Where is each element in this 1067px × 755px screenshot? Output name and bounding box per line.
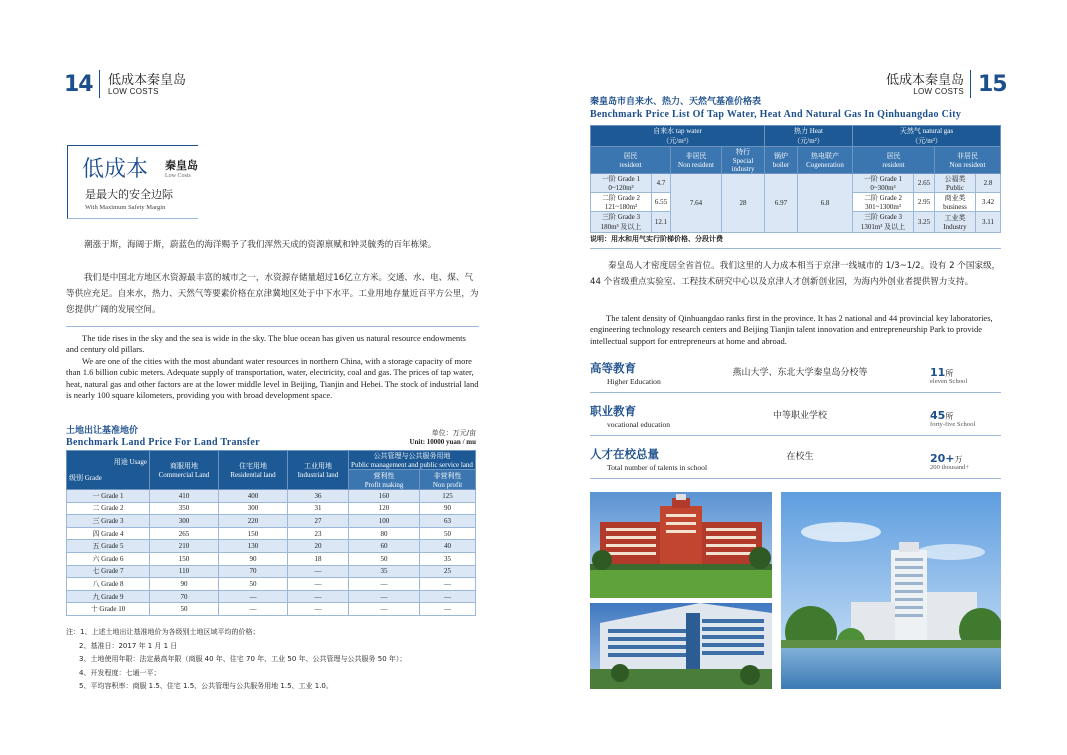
label-cn: 热电联产 xyxy=(811,152,839,160)
edu-category-en: Total number of talents in school xyxy=(607,463,708,472)
header-title-cn: 低成本秦皇岛 xyxy=(885,73,964,88)
heat-cogen-price: 6.8 xyxy=(798,174,853,233)
cell-residential: 50 xyxy=(219,578,288,591)
label-cn: 非居民 xyxy=(685,152,707,160)
header-commercial-cn: 商服用地 xyxy=(170,462,198,470)
water-tier-price: 4.7 xyxy=(652,174,671,193)
cell-commercial: 110 xyxy=(150,565,219,578)
header-water-cn: 自来水 tap water xyxy=(653,127,702,135)
land-table-notes xyxy=(66,626,486,694)
land-table-unit-cn: 单位：万元/亩 xyxy=(431,429,476,437)
cell-nonprofit: — xyxy=(420,603,476,616)
talent-paragraph-cn: 秦皇岛人才密度居全省首位。我们这里的人力成本相当于京津一线城市的 1/3~1/2。设有 2 个国家级，44 个省级重点实验室、工程技术研究中心以及京津人才创新创业园，为海内外创业者提供智力支持。 xyxy=(590,261,1001,287)
header-water-unit: （元/m³） xyxy=(662,137,693,145)
price-table-title-en: Benchmark Price List Of Tap Water, Heat And Natural Gas In Qinhuangdao City xyxy=(590,109,962,120)
label-en: Non resident xyxy=(949,161,986,169)
tier-range: 121~180m³ xyxy=(604,203,638,211)
gas-tier-price: 3.25 xyxy=(914,212,935,233)
cell-profit: 160 xyxy=(349,490,420,503)
cell-grade: 二 Grade 2 xyxy=(67,502,150,515)
water-nonresident-price: 7.64 xyxy=(671,174,722,233)
header-nonprofit-cn: 非营利性 xyxy=(433,471,462,480)
header-public-cn: 公共管理与公共服务用地 xyxy=(373,452,451,460)
campus-photo-red-building xyxy=(590,492,772,598)
label-cn: 非居民 xyxy=(957,152,978,160)
header-gas-nonresident xyxy=(935,147,1001,174)
edu-row-talents xyxy=(590,444,1001,479)
cell-nonprofit: — xyxy=(420,590,476,603)
label-en: Special industry xyxy=(731,157,755,173)
section-subtitle-cn: 是最大的安全边际 xyxy=(85,188,173,201)
tier-label: 一阶 Grade 1 xyxy=(601,175,641,183)
header-profit-cn: 营利性 xyxy=(373,471,395,480)
label-cn: 居民 xyxy=(886,152,901,160)
cell-commercial: 265 xyxy=(150,527,219,540)
water-tier-price: 12.1 xyxy=(652,212,671,233)
cell-commercial: 150 xyxy=(150,552,219,565)
table-row xyxy=(67,527,476,540)
cell-grade: 一 Grade 1 xyxy=(67,490,150,503)
table-row xyxy=(67,490,476,503)
type-en: business xyxy=(943,203,967,211)
tier-label: 三阶 Grade 3 xyxy=(863,213,903,221)
edu-count-en: forty-five School xyxy=(930,421,976,428)
cell-profit: 120 xyxy=(349,502,420,515)
note-line: 5、平均容积率：商服 1.5、住宅 1.5、公共管理与公共服务用地 1.5、工业 1.0。 xyxy=(79,682,333,690)
edu-count-en: 200 thousand+ xyxy=(930,464,970,471)
header-industrial-en: Industrial land xyxy=(297,471,339,479)
cell-grade: 六 Grade 6 xyxy=(67,552,150,565)
edu-row-vocational xyxy=(590,401,1001,436)
header-commercial-en: Commercial Land xyxy=(158,471,210,479)
edu-category-cn: 人才在校总量 xyxy=(590,447,659,461)
cell-industrial: — xyxy=(288,578,349,591)
label-cn: 特行 xyxy=(736,148,750,156)
water-tier-price: 6.55 xyxy=(652,193,671,212)
section-subtitle-en: With Maximum Safety Margin xyxy=(85,204,166,211)
cell-commercial: 350 xyxy=(150,502,219,515)
cell-industrial: 36 xyxy=(288,490,349,503)
edu-number: 11 xyxy=(930,366,946,379)
gas-nonres-type xyxy=(935,174,976,193)
table-row xyxy=(67,502,476,515)
water-tier-label xyxy=(591,212,652,233)
label-cn: 锅炉 xyxy=(774,152,788,160)
land-table-title-en: Benchmark Land Price For Land Transfer xyxy=(66,437,260,448)
edu-row-higher xyxy=(590,358,1001,393)
label-en: resident xyxy=(619,161,642,169)
tier-range: 0~300m³ xyxy=(870,184,896,192)
section-title-box xyxy=(67,145,198,219)
gas-nonres-type xyxy=(935,193,976,212)
divider-line xyxy=(590,248,1001,249)
header-divider xyxy=(970,70,971,98)
corner-usage: 用途 Usage xyxy=(113,458,147,466)
corner-grade: 级别 Grade xyxy=(69,474,102,482)
header-heat-boiler xyxy=(765,147,798,174)
cell-residential: — xyxy=(219,603,288,616)
header-title-en: LOW COSTS xyxy=(913,87,964,96)
tier-label: 二阶 Grade 2 xyxy=(601,194,641,202)
cell-residential: 130 xyxy=(219,540,288,553)
note-line: 4、开发程度：七通一平； xyxy=(79,668,161,677)
table-row xyxy=(67,590,476,603)
campus-photo-lake-tower xyxy=(781,492,1001,689)
land-price-table xyxy=(66,450,476,616)
section-title-big: 低成本 xyxy=(82,157,149,182)
edu-number: 20+ xyxy=(930,452,955,465)
header-profit xyxy=(349,470,420,490)
edu-category-cn: 职业教育 xyxy=(590,404,636,418)
intro-paragraph-en-2: We are one of the cities with the most abundant water resources in northern China, with a storage capacity of more than 1.6 billion cubic meters. Adequate supply of transportation, water, electricity, coal and gas. The prices of tap water, heat, natural gas and other factors are at the lower middle level in Beijing, Tianjin and Hebei. The stock of industrial land is nearly 100 square kilometers, providing you with broad development space. xyxy=(66,356,479,401)
cell-industrial: — xyxy=(288,590,349,603)
land-table-unit-en: Unit: 10000 yuan / mu xyxy=(409,438,476,446)
header-residential xyxy=(219,451,288,490)
cell-nonprofit: — xyxy=(420,578,476,591)
header-public xyxy=(349,451,476,470)
cell-industrial: — xyxy=(288,603,349,616)
note-line: 3、土地使用年限：法定最高年限（商服 40 年、住宅 70 年、工业 50 年、公共管理与公共服务 50 年）； xyxy=(79,655,407,663)
header-commercial xyxy=(150,451,219,490)
type-cn: 商业类 xyxy=(944,194,966,202)
type-en: Public xyxy=(946,184,964,192)
cell-commercial: 210 xyxy=(150,540,219,553)
header-water-resident xyxy=(591,147,671,174)
header-heat xyxy=(765,126,853,147)
cell-profit: — xyxy=(349,578,420,591)
price-table-title-cn: 秦皇岛市自来水、热力、天然气基准价格表 xyxy=(590,97,762,107)
gas-tier-label xyxy=(853,193,914,212)
tier-range: 1301m³ 及以上 xyxy=(860,223,906,231)
water-tier-label xyxy=(591,193,652,212)
edu-category-en: Higher Education xyxy=(607,377,661,386)
header-industrial-cn: 工业用地 xyxy=(304,462,332,470)
cell-profit: — xyxy=(349,590,420,603)
header-public-en: Public management and public service land xyxy=(351,461,473,469)
campus-photo-blue-building xyxy=(590,603,772,689)
gas-nonres-price: 3.42 xyxy=(976,193,1001,212)
gas-tier-label xyxy=(853,174,914,193)
cell-profit: 100 xyxy=(349,515,420,528)
tier-range: 301~1300m³ xyxy=(865,203,901,211)
edu-detail: 燕山大学、东北大学秦皇岛分校等 xyxy=(732,368,868,378)
type-en: Industry xyxy=(943,223,967,231)
tier-range: 0~120m³ xyxy=(608,184,634,192)
note-line: 2、基准日：2017 年 1 月 1 日 xyxy=(79,641,178,650)
header-water xyxy=(591,126,765,147)
header-gas xyxy=(853,126,1001,147)
cell-commercial: 90 xyxy=(150,578,219,591)
header-nonprofit xyxy=(420,470,476,490)
header-heat-unit: （元/m²） xyxy=(793,137,824,145)
cell-profit: 50 xyxy=(349,552,420,565)
table-row xyxy=(67,540,476,553)
table-row xyxy=(67,603,476,616)
label-en: Cogeneration xyxy=(806,161,844,169)
talent-paragraph-en: The talent density of Qinhuangdao ranks first in the province. It has 2 national and 44 provincial key laboratories, engineering technology research centers and Beijing Tianjin talent innovation and entrepreneurship Park to provide intellectual support for entrepreneurs at home and abroad. xyxy=(590,313,993,346)
heat-boiler-price: 6.97 xyxy=(765,174,798,233)
cell-profit: — xyxy=(349,603,420,616)
cell-industrial: 27 xyxy=(288,515,349,528)
table-corner-cell xyxy=(67,451,150,490)
cell-profit: 60 xyxy=(349,540,420,553)
tier-label: 二阶 Grade 2 xyxy=(863,194,903,202)
edu-detail: 在校生 xyxy=(786,452,814,462)
cell-industrial: 23 xyxy=(288,527,349,540)
page-number: 15 xyxy=(978,72,1007,97)
cell-profit: 35 xyxy=(349,565,420,578)
header-heat-cn: 热力 Heat xyxy=(794,127,823,135)
edu-unit: 所 xyxy=(945,369,954,378)
label-en: resident xyxy=(882,161,905,169)
cell-grade: 十 Grade 10 xyxy=(67,603,150,616)
cell-nonprofit: 40 xyxy=(420,540,476,553)
tier-label: 一阶 Grade 1 xyxy=(863,175,903,183)
cell-residential: 220 xyxy=(219,515,288,528)
cell-grade: 八 Grade 8 xyxy=(67,578,150,591)
header-industrial xyxy=(288,451,349,490)
header-water-special xyxy=(722,147,765,174)
cell-residential: — xyxy=(219,590,288,603)
header-gas-cn: 天然气 natural gas xyxy=(899,127,954,135)
table-row xyxy=(67,515,476,528)
header-title-cn: 低成本秦皇岛 xyxy=(108,73,187,88)
label-cn: 居民 xyxy=(623,152,638,160)
intro-paragraph-cn-2: 我们是中国北方地区水资源最丰富的城市之一，水资源存储量超过16亿立方米。交通、水、电、煤、气等供应充足。自来水，热力、天然气等要素价格在京津冀地区处于中下水平。工业用地存量近百平方公里，为您提供广阔的发展空间。 xyxy=(66,273,479,315)
edu-number: 45 xyxy=(930,409,946,422)
cell-nonprofit: 63 xyxy=(420,515,476,528)
cell-residential: 70 xyxy=(219,565,288,578)
price-table-note: 说明：用水和用气实行阶梯价格、分段计费 xyxy=(590,235,723,243)
edu-category-en: vocational education xyxy=(607,420,671,429)
cell-profit: 80 xyxy=(349,527,420,540)
table-row xyxy=(67,552,476,565)
header-water-nonresident xyxy=(671,147,722,174)
land-table-title-cn: 土地出让基准地价 xyxy=(66,426,139,436)
cell-nonprofit: 90 xyxy=(420,502,476,515)
cell-industrial: 31 xyxy=(288,502,349,515)
label-en: Non resident xyxy=(678,161,714,169)
header-profit-en: Profit making xyxy=(364,480,404,489)
right-page xyxy=(534,0,1067,755)
left-page xyxy=(0,0,533,755)
gas-nonres-price: 2.8 xyxy=(976,174,1001,193)
cell-residential: 90 xyxy=(219,552,288,565)
header-title-en: LOW COSTS xyxy=(108,87,159,96)
divider-line xyxy=(66,326,479,327)
edu-category-cn: 高等教育 xyxy=(590,361,636,375)
cell-commercial: 300 xyxy=(150,515,219,528)
cell-grade: 三 Grade 3 xyxy=(67,515,150,528)
tier-range: 180m³ 及以上 xyxy=(600,223,642,231)
note-line: 注：1、上述土地出让基准地价为各级别土地区域平均的价格； xyxy=(66,628,260,636)
gas-tier-price: 2.65 xyxy=(914,174,935,193)
header-residential-cn: 住宅用地 xyxy=(239,462,267,470)
gas-nonres-type xyxy=(935,212,976,233)
water-special-price: 28 xyxy=(722,174,765,233)
cell-grade: 四 Grade 4 xyxy=(67,527,150,540)
cell-grade: 七 Grade 7 xyxy=(67,565,150,578)
header-residential-en: Residential land xyxy=(230,471,276,479)
header-divider xyxy=(99,70,100,98)
section-title-small: 秦皇岛 xyxy=(165,159,198,172)
edu-unit: 万 xyxy=(954,455,963,464)
gas-tier-label xyxy=(853,212,914,233)
water-tier-label xyxy=(591,174,652,193)
edu-detail: 中等职业学校 xyxy=(772,411,827,421)
header-nonprofit-en: Non profit xyxy=(432,480,463,489)
cell-nonprofit: 125 xyxy=(420,490,476,503)
edu-unit: 所 xyxy=(945,412,954,421)
gas-tier-price: 2.95 xyxy=(914,193,935,212)
header-heat-cogen xyxy=(798,147,853,174)
cell-nonprofit: 50 xyxy=(420,527,476,540)
edu-count-en: eleven School xyxy=(930,378,968,385)
tier-label: 三阶 Grade 3 xyxy=(601,213,641,221)
label-en: boiler xyxy=(772,161,790,169)
cell-industrial: — xyxy=(288,565,349,578)
cell-residential: 150 xyxy=(219,527,288,540)
page-number: 14 xyxy=(64,72,93,97)
table-row xyxy=(67,565,476,578)
cell-grade: 九 Grade 9 xyxy=(67,590,150,603)
type-cn: 工业类 xyxy=(944,214,966,222)
header-gas-unit: （元/m³） xyxy=(911,137,942,145)
cell-commercial: 410 xyxy=(150,490,219,503)
section-title-small-en: Low Costs xyxy=(165,173,191,179)
table-row xyxy=(67,578,476,591)
cell-industrial: 20 xyxy=(288,540,349,553)
gas-nonres-price: 3.11 xyxy=(976,212,1001,233)
cell-nonprofit: 35 xyxy=(420,552,476,565)
type-cn: 公福类 xyxy=(944,175,966,183)
cell-grade: 五 Grade 5 xyxy=(67,540,150,553)
header-gas-resident xyxy=(853,147,935,174)
cell-residential: 300 xyxy=(219,502,288,515)
cell-commercial: 50 xyxy=(150,603,219,616)
intro-paragraph-cn-1: 潮涨于斯，海阔于斯，蔚蓝色的海洋赐予了我们浑然天成的资源禀赋和钟灵毓秀的百年栋梁。 xyxy=(84,240,437,250)
cell-industrial: 18 xyxy=(288,552,349,565)
cell-nonprofit: 25 xyxy=(420,565,476,578)
intro-paragraph-en-1: The tide rises in the sky and the sea is wide in the sky. The blue ocean has given us natural resource endowments and century old pillars. xyxy=(66,333,466,355)
cell-residential: 400 xyxy=(219,490,288,503)
cell-commercial: 70 xyxy=(150,590,219,603)
utility-price-table xyxy=(590,125,1001,233)
